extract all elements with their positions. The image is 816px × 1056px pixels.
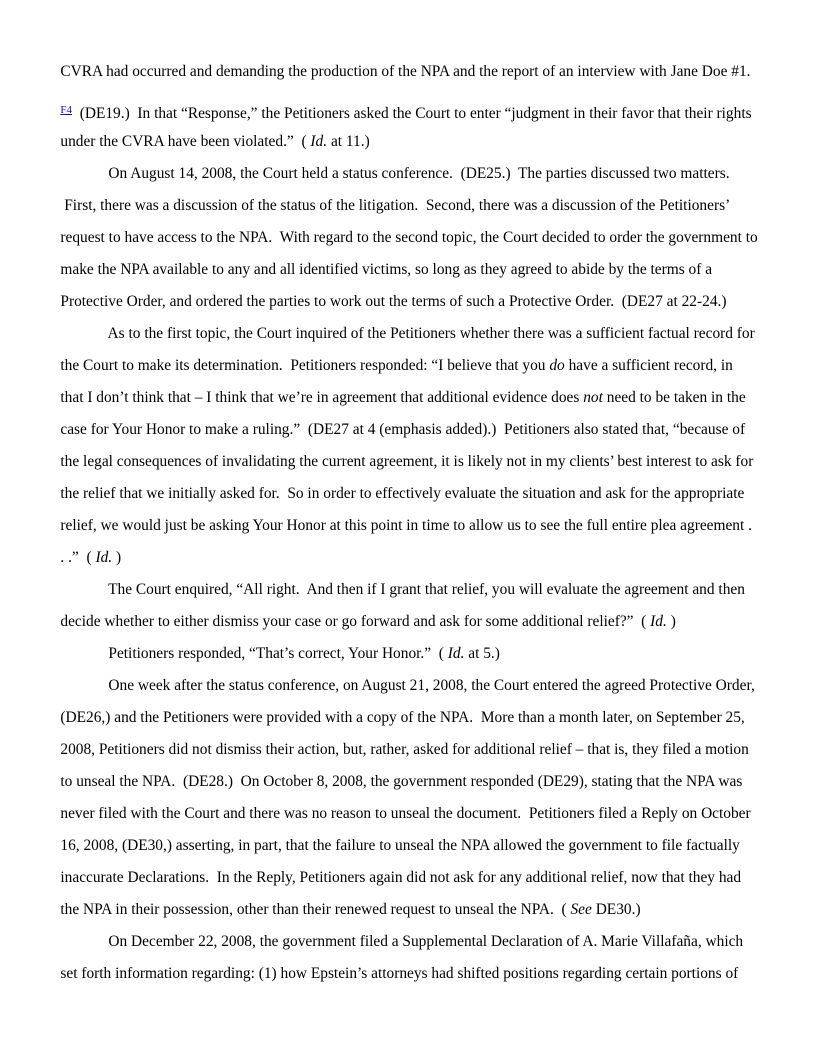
paragraph-first-line: Petitioners responded, “That’s correct, Your Honor.” ( Id. at 5.) <box>108 645 500 662</box>
text-line: . .” ( Id. ) <box>60 549 122 566</box>
text-line: request to have access to the NPA. With regard to the second topic, the Court decided to order the government to <box>60 229 758 246</box>
footnote-link[interactable]: F4 <box>60 104 73 116</box>
paragraph-first-line: On December 22, 2008, the government filed a Supplemental Declaration of A. Marie Villafaña, which <box>108 933 744 950</box>
text-line: $^{F4}$ (DE19.) In that “Response,” the Petitioners asked the Court to enter “judgment in their favor that their rights <box>60 104 752 122</box>
text-line: the relief that we initially asked for. So in order to effectively evaluate the situation and ask for the appropriate <box>60 485 745 502</box>
text-line: under the CVRA have been violated.” ( Id. at 11.) <box>60 133 370 150</box>
text-line: never filed with the Court and there was no reason to unseal the document. Petitioners filed a Reply on October <box>60 805 751 822</box>
text-line: that I don’t think that – I think that we’re in agreement that additional evidence does not need to be taken in the <box>60 389 746 406</box>
text-line: 16, 2008, (DE30,) asserting, in part, that the failure to unseal the NPA allowed the government to file factually <box>60 837 740 854</box>
text-line: relief, we would just be asking Your Honor at this point in time to allow us to see the full entire plea agreement . <box>60 517 752 534</box>
text-line: set forth information regarding: (1) how Epstein’s attorneys had shifted positions regarding certain portions of <box>60 965 739 982</box>
text-line: inaccurate Declarations. In the Reply, Petitioners again did not ask for any additional relief, now that they had <box>60 869 742 886</box>
paragraph-first-line: As to the first topic, the Court inquired of the Petitioners whether there was a sufficient factual record for <box>107 325 755 342</box>
text-line: Protective Order, and ordered the parties to work out the terms of such a Protective Order. (DE27 at 22-24.) <box>60 293 727 310</box>
paragraph-first-line: The Court enquired, “All right. And then if I grant that relief, you will evaluate the agreement and then <box>108 581 745 598</box>
paragraph-first-line: On August 14, 2008, the Court held a status conference. (DE25.) The parties discussed two matters. <box>108 165 730 182</box>
text-line: case for Your Honor to make a ruling.” (DE27 at 4 (emphasis added).) Petitioners also stated that, “because of <box>60 421 746 438</box>
text-line: First, there was a discussion of the status of the litigation. Second, there was a discussion of the Petitioners’ <box>60 197 731 214</box>
text-line: the Court to make its determination. Petitioners responded: “I believe that you do have a sufficient record, in <box>60 357 733 374</box>
text-line: the NPA in their possession, other than their renewed request to unseal the NPA. ( See DE30.) <box>60 901 641 918</box>
text-line: decide whether to either dismiss your case or go forward and ask for some additional relief?” ( Id. ) <box>60 613 676 630</box>
text-line: the legal consequences of invalidating the current agreement, it is likely not in my clients’ best interest to ask for <box>60 453 754 470</box>
text-line: make the NPA available to any and all identified victims, so long as they agreed to abide by the terms of a <box>60 261 713 278</box>
paragraph-first-line: One week after the status conference, on August 21, 2008, the Court entered the agreed Protective Order, <box>108 677 755 694</box>
text-line: to unseal the NPA. (DE28.) On October 8, 2008, the government responded (DE29), stating that the NPA was <box>60 773 743 790</box>
text-line: (DE26,) and the Petitioners were provided with a copy of the NPA. More than a month later, on September 25, <box>60 709 745 726</box>
text-line: 2008, Petitioners did not dismiss their action, but, rather, asked for additional relief – that is, they filed a motion <box>60 741 749 758</box>
text-line: CVRA had occurred and demanding the production of the NPA and the report of an interview with Jane Doe #1. <box>60 63 751 80</box>
